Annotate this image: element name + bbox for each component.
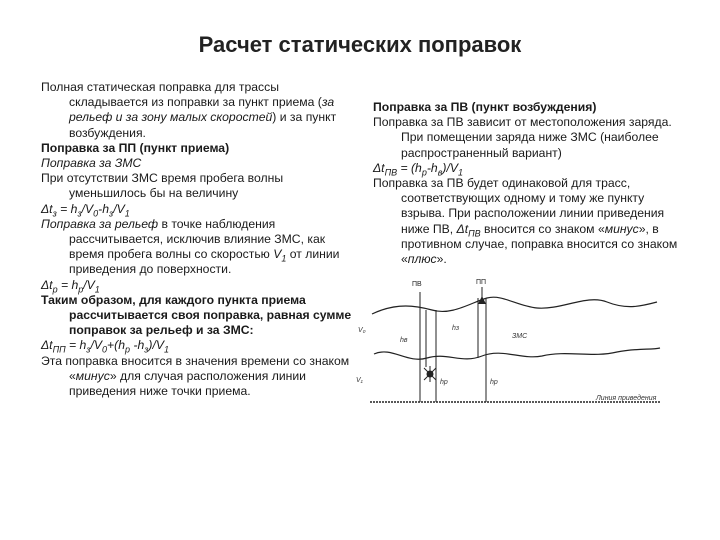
geophone-icon xyxy=(478,296,486,304)
label-reduction-line: Линия приведения xyxy=(596,395,657,402)
pv-sign-paragraph: Поправка за ПВ будет одинаковой для трасс, соответствующих одному и тому же пункту взрыва. При расположении линии приведения ниже ПВ, $\Delta t_{ПВ}$ вносится со знаком «минус», в противном случае, поправка вносится со знаком «плюс». xyxy=(373,176,678,267)
label-pp: ПП xyxy=(476,279,487,286)
formula-zms: $\Delta t_з = h_з/V_0-h_з/V_1$ xyxy=(41,201,130,219)
label-zms: ЗМС xyxy=(512,333,528,340)
relief-paragraph: Поправка за рельеф в точке наблюдения рассчитывается, исключив влияние ЗМС, как время пробега волны со скоростью $V_1$ от линии приведения до поверхности. xyxy=(41,216,340,277)
static-corrections-diagram xyxy=(352,272,672,412)
label-hv: hв xyxy=(400,337,408,344)
sign-paragraph: Эта поправка вносится в значения времени со знаком «минус» для случая расположения линии приведения ниже точки приема. xyxy=(41,353,350,399)
right-column xyxy=(373,100,688,267)
zms-paragraph: При отсутствии ЗМС время пробега волны уменьшилось бы на величину xyxy=(41,171,284,201)
label-v1: V₁ xyxy=(356,377,363,384)
label-pv: ПВ xyxy=(412,281,422,288)
formula-relief: $\Delta t_р = h_р/V_1$ xyxy=(41,277,100,295)
page-title: Расчет статических поправок xyxy=(198,32,522,57)
summary-paragraph: Таким образом, для каждого пункта приема рассчитывается своя поправка, равная сумме поправок за рельеф и за ЗМС: xyxy=(41,292,352,338)
left-column xyxy=(41,80,356,399)
label-hr-pp: hр xyxy=(490,379,498,386)
formula-pv: $\Delta t_{ПВ} = (h_р-h_в)/V_1$ xyxy=(373,160,463,178)
intro-paragraph: Полная статическая поправка для трассы складывается из поправки за пункт приема (за рельеф и за зону малых скоростей) и за пункт возбуждения. xyxy=(41,80,337,140)
pv-paragraph: Поправка за ПВ зависит от местоположения заряда. При помещении заряда ниже ЗМС (наиболее распространенный вариант) xyxy=(373,115,672,160)
surface-line xyxy=(372,297,657,314)
burst-icon xyxy=(424,366,436,382)
formula-pp: $\Delta t_{ПП} = h_з/V_0+(h_р$ $-h_з)/V_1$ xyxy=(41,338,170,355)
label-v0: V₀ xyxy=(358,327,366,334)
zms-boundary-line xyxy=(374,348,660,359)
label-hz: hз xyxy=(452,325,460,332)
heading-zms: Поправка за ЗМС xyxy=(41,156,142,171)
heading-pv: Поправка за ПВ (пункт возбуждения) xyxy=(373,100,597,114)
heading-pp: Поправка за ПП (пункт приема) xyxy=(41,140,230,155)
label-hr-pv: hр xyxy=(440,379,448,386)
